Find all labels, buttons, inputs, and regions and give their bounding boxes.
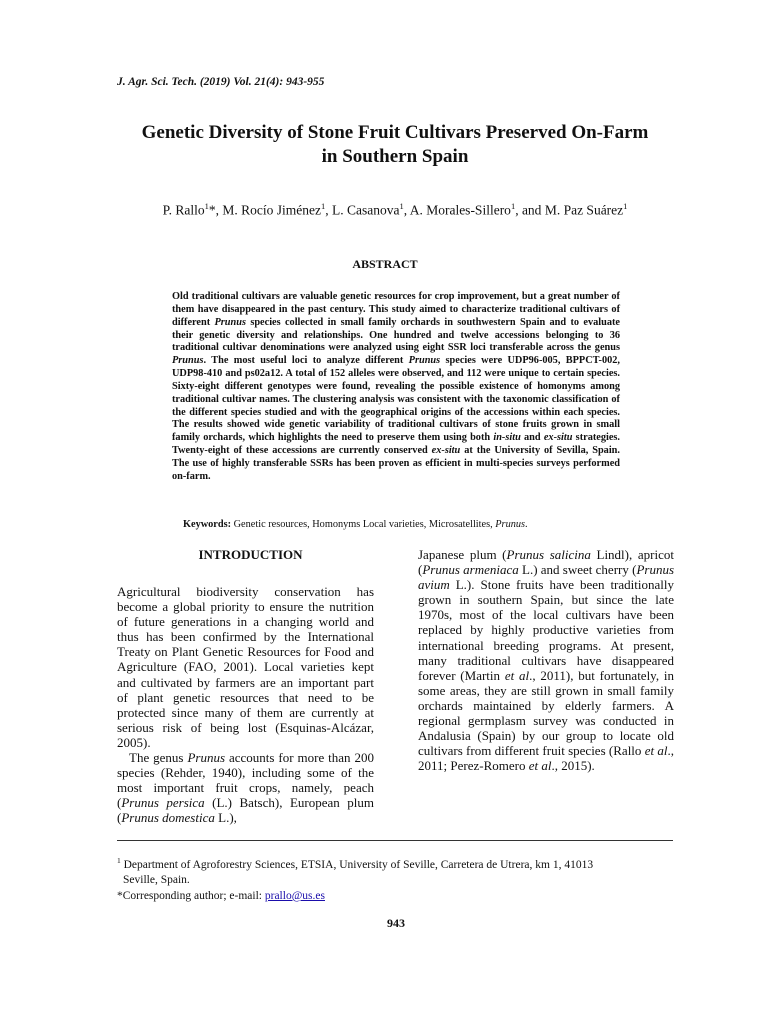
abstract-body — [172, 291, 620, 484]
abstract-italic: ex-situ — [543, 432, 573, 444]
body-text: (L.) Batsch), European plum ( — [117, 795, 374, 826]
paragraph — [117, 750, 374, 825]
abstract-italic: in-situ — [493, 432, 521, 444]
affiliation-text: Department of Agroforestry Sciences, ETSIA, University of Seville, Carretera de Utrera, km 1, 41013 — [120, 858, 594, 871]
body-text: accounts for more than 200 species (Rehder, 1940), including some of the most important fruit crops, namely, peach ( — [117, 750, 375, 811]
affiliation-mark: 1 — [320, 201, 326, 211]
author-separator: , — [403, 202, 410, 218]
abstract-text: at the University of Sevilla, Spain. The use of highly transferable SSRs has been proven as efficient in multi-species surveys performed on-farm. — [172, 445, 620, 482]
abstract-italic: Prunus — [172, 355, 204, 367]
author-2: M. Rocío Jiménez — [222, 202, 321, 218]
author-3: L. Casanova — [331, 202, 400, 218]
title-line-2: in Southern Spain — [321, 146, 469, 167]
body-text: The genus — [129, 750, 188, 766]
page-number: 943 — [387, 916, 405, 930]
body-text: ., 2011), but fortunately, in some areas, they are still grown in small family orchards maintained by elderly farmers. A regional germplasm survey was conducted in Andalusia (Spain) by our group to locate old cultivars from different fruit species (Rallo — [418, 667, 674, 759]
body-italic: Prunus salicina — [506, 547, 591, 562]
abstract-text: Old traditional cultivars are valuable genetic resources for crop improvement, but a great number of them have disappeared in the past century. This study aimed to characterize traditional cultivars of different — [172, 291, 620, 328]
abstract-text: strategies. Twenty-eight of these accessions are currently conserved — [172, 432, 620, 457]
abstract-text: . The most useful loci to analyze different — [203, 355, 409, 367]
footnote-divider — [117, 840, 673, 841]
keywords-end: . — [525, 519, 528, 530]
paragraph: Agricultural biodiversity conservation has become a global priority to ensure the nutrition of future generations in a changing world and thus has been confirmed by the International Treaty on Plant Genetic Resources for Food and Agriculture (FAO, 2001). Local varieties kept and cultivated by farmers are an important part of plant genetic resources that need to be protected since many of them are currently at serious risk of being lost (Esquinas-Alcázar, 2005). — [117, 584, 374, 750]
title-line-1: Genetic Diversity of Stone Fruit Cultivars Preserved On-Farm — [141, 122, 649, 143]
journal-reference: J. Agr. Sci. Tech. (2019) Vol. 21(4): 943-955 — [117, 76, 325, 88]
keywords-text: Genetic resources, Homonyms Local varieties, Microsatellites, — [231, 519, 496, 530]
body-text: Japanese plum ( — [418, 547, 507, 562]
corresponding-author — [117, 889, 677, 905]
author-separator: *, — [208, 202, 223, 218]
affiliation-mark: 1 — [510, 201, 516, 211]
left-column — [117, 584, 374, 826]
keywords-italic: Prunus — [495, 519, 526, 530]
body-italic: et al — [504, 667, 530, 683]
body-text: L.). Stone fruits have been traditionally grown in southern Spain, but since the late 1970s, most of the local cultivars have been replaced by highly productive varieties from international breeding programs. At present, many traditional cultivars have disappeared forever (Martin — [418, 577, 674, 683]
abstract-text: species were UDP96-005, BPPCT-002, UDP98-410 and ps02a12. A total of 152 alleles were observed, and 112 were unique to certain species. Sixty-eight different genotypes were found, revealing the possible existence of homonyms among traditional cultivar names. The clustering analysis was consistent with the taxonomic classification of the different species studied and with the geographical origins of the accessions within each species. The results showed wide genetic variability of traditional cultivars of stone fruits grown in small family orchards, which highlights the need to preserve them using both — [172, 355, 621, 444]
paragraph — [418, 547, 674, 773]
body-italic: Prunus avium — [418, 562, 674, 593]
abstract-text: species collected in small family orchards in southwestern Spain and to evaluate their genetic diversity and relationships. One hundred and twelve accessions belonging to 36 traditional cultivar denominations were analyzed using eight SSR loci transferable across the genus — [172, 316, 621, 354]
body-text: L.) and sweet cherry ( — [518, 562, 637, 578]
abstract-italic: Prunus — [214, 316, 246, 328]
affiliation-mark: 1 — [117, 856, 121, 865]
keywords — [183, 519, 528, 530]
body-italic: Prunus persica — [121, 795, 205, 811]
body-italic: Prunus — [187, 750, 226, 766]
affiliation-mark: 1 — [623, 201, 628, 211]
body-text: ., 2011; Perez-Romero — [418, 743, 675, 774]
corresponding-label: *Corresponding author; e-mail: — [117, 889, 265, 902]
author-list — [60, 201, 730, 219]
abstract-italic: Prunus — [408, 355, 441, 367]
affiliation-mark: 1 — [204, 201, 209, 211]
keywords-label: Keywords: — [183, 519, 232, 530]
paper-title — [90, 121, 700, 169]
body-italic: Prunus armeniaca — [422, 562, 519, 578]
affiliation-note — [117, 853, 677, 873]
body-italic: Prunus domestica — [121, 810, 215, 826]
body-text: Lindl), apricot ( — [418, 547, 674, 578]
body-text: ., 2015). — [551, 758, 595, 774]
abstract-heading: ABSTRACT — [352, 257, 418, 271]
footnote — [117, 853, 677, 904]
abstract-italic: ex-situ — [431, 445, 461, 457]
author-5: M. Paz Suárez — [544, 202, 624, 218]
body-italic: et al — [644, 743, 668, 759]
email-link[interactable]: prallo@us.es — [264, 889, 325, 902]
affiliation-mark: 1 — [399, 201, 404, 211]
body-text: L.), — [214, 810, 237, 826]
author-4: A. Morales-Sillero — [409, 202, 511, 218]
abstract-text: and — [520, 432, 544, 444]
body-italic: et al — [528, 758, 552, 774]
author-separator: , and — [515, 202, 545, 218]
author-separator: , — [325, 202, 332, 218]
author-1: P. Rallo — [162, 202, 205, 218]
introduction-heading: INTRODUCTION — [198, 547, 303, 562]
affiliation-note-cont: Seville, Spain. — [123, 874, 190, 887]
right-column — [418, 547, 674, 773]
